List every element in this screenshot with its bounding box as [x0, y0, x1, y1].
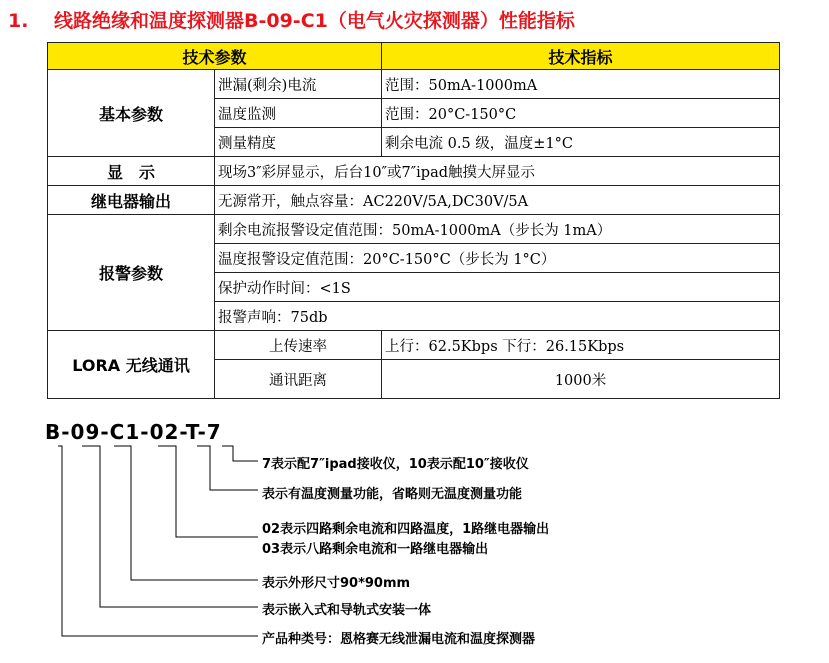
legend-item: 表示外形尺寸90*90mm	[262, 576, 411, 591]
legend-item: 表示有温度测量功能，省略则无温度测量功能	[262, 487, 523, 502]
param-cell: 测量精度	[215, 128, 382, 157]
spec-cell: 无源常开，触点容量：AC220V/5A,DC30V/5A	[215, 186, 780, 215]
category-alarm: 报警参数	[48, 215, 215, 331]
legend-item: 表示嵌入式和导轨式安装一体	[262, 603, 432, 618]
title-text: 线路绝缘和温度探测器B-09-C1（电气火灾探测器）性能指标	[54, 10, 575, 32]
category-lora: LORA 无线通讯	[48, 331, 215, 399]
category-display: 显 示	[48, 157, 215, 186]
param-cell: 通讯距离	[215, 360, 382, 399]
spec-cell: 上行：62.5Kbps 下行：26.15Kbps	[382, 331, 780, 360]
category-basic: 基本参数	[48, 70, 215, 157]
legend-item: 02表示四路剩余电流和四路温度，1路继电器输出	[262, 522, 550, 537]
header-spec: 技术指标	[382, 43, 780, 70]
legend-item: 7表示配7″ipad接收仪，10表示配10″接收仪	[262, 457, 529, 472]
spec-cell: 温度报警设定值范围：20°C-150°C（步长为 1°C）	[215, 244, 780, 273]
spec-cell: 报警声响：75db	[215, 302, 780, 331]
section-number: 1.	[8, 10, 29, 32]
param-cell: 泄漏(剩余)电流	[215, 70, 382, 99]
spec-cell: 范围：20°C-150°C	[382, 99, 780, 128]
spec-cell: 现场3″彩屏显示，后台10″或7″ipad触摸大屏显示	[215, 157, 780, 186]
param-cell: 温度监测	[215, 99, 382, 128]
legend-item: 03表示八路剩余电流和一路继电器输出	[262, 542, 489, 557]
legend-item: 产品种类号：恩格赛无线泄漏电流和温度探测器	[262, 632, 536, 647]
spec-cell: 1000米	[382, 360, 780, 399]
category-relay: 继电器输出	[48, 186, 215, 215]
spec-cell: 保护动作时间：<1S	[215, 273, 780, 302]
spec-cell: 范围：50mA-1000mA	[382, 70, 780, 99]
spec-cell: 剩余电流报警设定值范围：50mA-1000mA（步长为 1mA）	[215, 215, 780, 244]
param-cell: 上传速率	[215, 331, 382, 360]
model-code: B-09-C1-02-T-7	[45, 420, 222, 444]
header-param: 技术参数	[48, 43, 382, 70]
spec-cell: 剩余电流 0.5 级，温度±1°C	[382, 128, 780, 157]
